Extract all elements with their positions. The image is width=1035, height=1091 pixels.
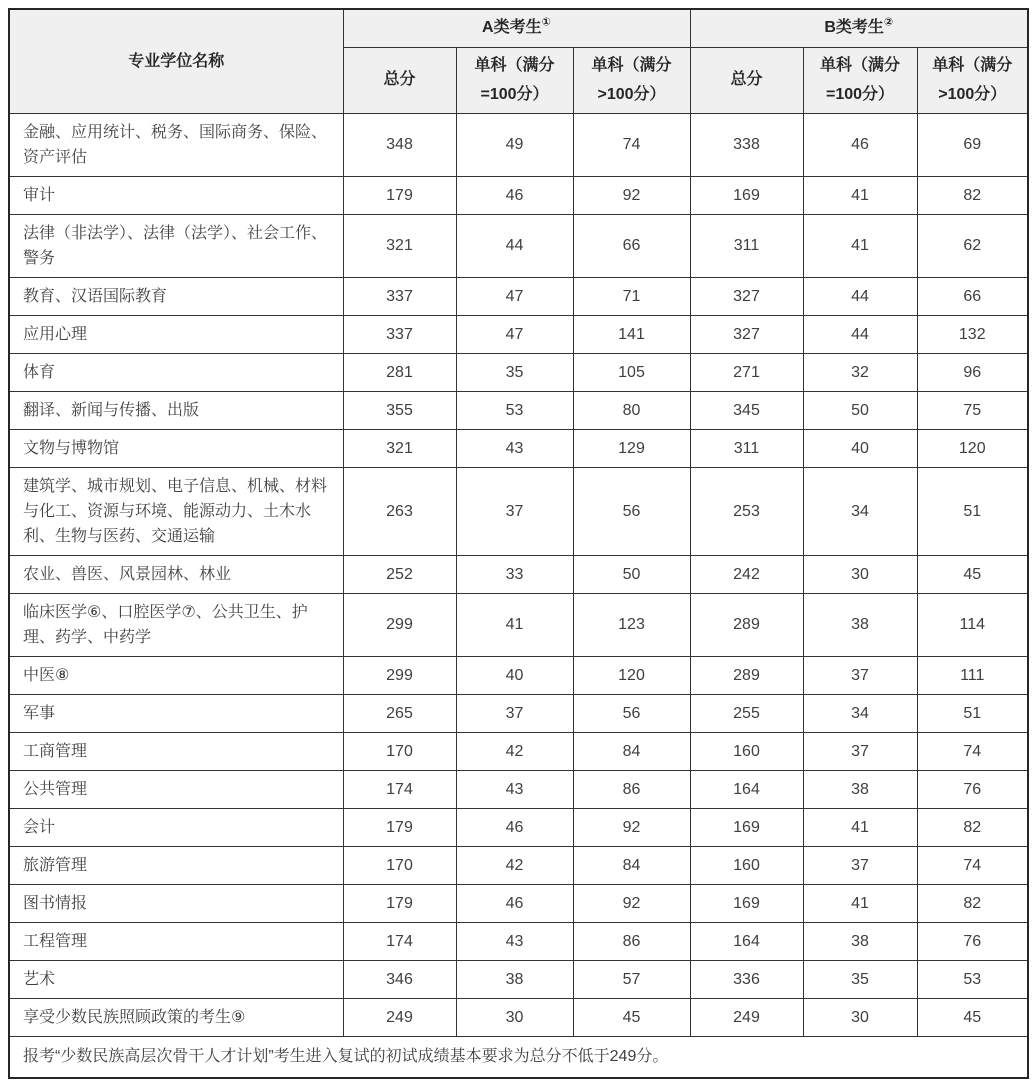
- score-cell: 62: [917, 214, 1028, 277]
- score-cell: 164: [690, 922, 803, 960]
- score-cell: 74: [573, 113, 690, 176]
- score-cell: 299: [343, 593, 456, 656]
- spec-name-cell: 会计: [9, 808, 343, 846]
- table-header: [9, 9, 1028, 113]
- col-header-a-total: 总分: [343, 47, 456, 113]
- group-b-header: [690, 9, 1028, 47]
- score-cell: 50: [803, 391, 917, 429]
- score-cell: 38: [803, 593, 917, 656]
- spec-name-cell: 应用心理: [9, 315, 343, 353]
- score-cell: 114: [917, 593, 1028, 656]
- footnote-mark-1: ①: [541, 17, 551, 30]
- score-cell: 32: [803, 353, 917, 391]
- spec-name-cell: 公共管理: [9, 770, 343, 808]
- score-cell: 92: [573, 808, 690, 846]
- score-cell: 71: [573, 277, 690, 315]
- spec-name-cell: 图书情报: [9, 884, 343, 922]
- score-cell: 311: [690, 429, 803, 467]
- score-cell: 46: [456, 808, 573, 846]
- score-cell: 84: [573, 732, 690, 770]
- score-cell: 46: [456, 176, 573, 214]
- table-row: [9, 846, 1028, 884]
- spec-name-cell: 法律（非法学）、法律（法学）、社会工作、警务: [9, 214, 343, 277]
- score-cell: 86: [573, 770, 690, 808]
- spec-name-cell: 翻译、新闻与传播、出版: [9, 391, 343, 429]
- spec-column-header: 专业学位名称: [9, 9, 343, 113]
- score-cell: 170: [343, 846, 456, 884]
- score-cell: 44: [456, 214, 573, 277]
- score-cell: 41: [803, 176, 917, 214]
- table-row: [9, 277, 1028, 315]
- score-cell: 311: [690, 214, 803, 277]
- table-row: [9, 353, 1028, 391]
- score-cell: 337: [343, 277, 456, 315]
- score-cell: 96: [917, 353, 1028, 391]
- score-cell: 321: [343, 214, 456, 277]
- score-cell: 289: [690, 593, 803, 656]
- table-row: [9, 429, 1028, 467]
- score-cell: 252: [343, 555, 456, 593]
- col-header-b-single100: 单科（满分=100分）: [803, 47, 917, 113]
- score-cell: 41: [803, 214, 917, 277]
- score-cell: 43: [456, 429, 573, 467]
- table-row: [9, 391, 1028, 429]
- table-row: [9, 593, 1028, 656]
- score-cell: 120: [917, 429, 1028, 467]
- score-cell: 160: [690, 732, 803, 770]
- table-row: [9, 808, 1028, 846]
- spec-name-cell: 临床医学⑥、口腔医学⑦、公共卫生、护理、药学、中药学: [9, 593, 343, 656]
- score-cell: 34: [803, 467, 917, 555]
- score-cell: 164: [690, 770, 803, 808]
- table-row: [9, 113, 1028, 176]
- score-cell: 348: [343, 113, 456, 176]
- spec-name-cell: 金融、应用统计、税务、国际商务、保险、资产评估: [9, 113, 343, 176]
- score-cell: 179: [343, 176, 456, 214]
- spec-name-cell: 中医⑧: [9, 656, 343, 694]
- spec-name-cell: 军事: [9, 694, 343, 732]
- score-cell: 111: [917, 656, 1028, 694]
- score-cell: 132: [917, 315, 1028, 353]
- score-cell: 160: [690, 846, 803, 884]
- score-cell: 37: [803, 656, 917, 694]
- score-cell: 76: [917, 922, 1028, 960]
- score-cell: 30: [456, 998, 573, 1036]
- score-cell: 44: [803, 315, 917, 353]
- footer-note: 报考“少数民族高层次骨干人才计划”考生进入复试的初试成绩基本要求为总分不低于249分。: [9, 1036, 1028, 1078]
- table-row: [9, 214, 1028, 277]
- score-table: [8, 8, 1029, 1079]
- footnote-mark-2: ②: [883, 17, 894, 30]
- score-cell: 66: [573, 214, 690, 277]
- score-cell: 289: [690, 656, 803, 694]
- table-row: [9, 922, 1028, 960]
- spec-name-cell: 工商管理: [9, 732, 343, 770]
- score-cell: 37: [456, 694, 573, 732]
- score-cell: 120: [573, 656, 690, 694]
- score-cell: 249: [690, 998, 803, 1036]
- score-cell: 51: [917, 467, 1028, 555]
- score-cell: 34: [803, 694, 917, 732]
- score-cell: 41: [803, 808, 917, 846]
- score-cell: 82: [917, 176, 1028, 214]
- table-row: [9, 770, 1028, 808]
- spec-name-cell: 农业、兽医、风景园林、林业: [9, 555, 343, 593]
- footer-note-row: [9, 1036, 1028, 1078]
- score-cell: 86: [573, 922, 690, 960]
- score-cell: 265: [343, 694, 456, 732]
- score-cell: 47: [456, 315, 573, 353]
- score-cell: 30: [803, 555, 917, 593]
- score-cell: 75: [917, 391, 1028, 429]
- spec-name-cell: 建筑学、城市规划、电子信息、机械、材料与化工、资源与环境、能源动力、土木水利、生物与医药、交通运输: [9, 467, 343, 555]
- score-cell: 56: [573, 467, 690, 555]
- score-cell: 123: [573, 593, 690, 656]
- score-cell: 45: [917, 998, 1028, 1036]
- score-cell: 105: [573, 353, 690, 391]
- score-cell: 42: [456, 846, 573, 884]
- score-cell: 38: [456, 960, 573, 998]
- score-cell: 129: [573, 429, 690, 467]
- col-header-b-single-over100: 单科（满分>100分）: [917, 47, 1028, 113]
- score-cell: 57: [573, 960, 690, 998]
- score-cell: 179: [343, 884, 456, 922]
- group-a-header: [343, 9, 690, 47]
- score-cell: 92: [573, 884, 690, 922]
- score-cell: 242: [690, 555, 803, 593]
- spec-name-cell: 体育: [9, 353, 343, 391]
- score-cell: 170: [343, 732, 456, 770]
- score-cell: 35: [456, 353, 573, 391]
- score-cell: 50: [573, 555, 690, 593]
- score-cell: 179: [343, 808, 456, 846]
- spec-name-cell: 工程管理: [9, 922, 343, 960]
- score-cell: 43: [456, 922, 573, 960]
- spec-name-cell: 艺术: [9, 960, 343, 998]
- score-cell: 74: [917, 732, 1028, 770]
- score-cell: 345: [690, 391, 803, 429]
- score-cell: 46: [456, 884, 573, 922]
- score-cell: 141: [573, 315, 690, 353]
- score-cell: 66: [917, 277, 1028, 315]
- score-cell: 37: [803, 732, 917, 770]
- table-row: [9, 960, 1028, 998]
- score-cell: 40: [803, 429, 917, 467]
- score-cell: 169: [690, 808, 803, 846]
- spec-name-cell: 教育、汉语国际教育: [9, 277, 343, 315]
- score-cell: 82: [917, 884, 1028, 922]
- table-row: [9, 694, 1028, 732]
- score-cell: 47: [456, 277, 573, 315]
- score-cell: 299: [343, 656, 456, 694]
- score-cell: 82: [917, 808, 1028, 846]
- score-cell: 281: [343, 353, 456, 391]
- score-cell: 53: [917, 960, 1028, 998]
- spec-name-cell: 文物与博物馆: [9, 429, 343, 467]
- col-header-b-total: 总分: [690, 47, 803, 113]
- score-cell: 44: [803, 277, 917, 315]
- table-row: [9, 884, 1028, 922]
- score-cell: 327: [690, 277, 803, 315]
- score-cell: 169: [690, 176, 803, 214]
- table-row: [9, 315, 1028, 353]
- table-footer: [9, 1036, 1028, 1078]
- score-cell: 80: [573, 391, 690, 429]
- score-cell: 51: [917, 694, 1028, 732]
- spec-name-cell: 旅游管理: [9, 846, 343, 884]
- table-row: [9, 656, 1028, 694]
- score-cell: 41: [803, 884, 917, 922]
- score-cell: 174: [343, 922, 456, 960]
- score-cell: 253: [690, 467, 803, 555]
- score-cell: 37: [803, 846, 917, 884]
- table-row: [9, 732, 1028, 770]
- score-cell: 45: [917, 555, 1028, 593]
- score-cell: 255: [690, 694, 803, 732]
- score-cell: 37: [456, 467, 573, 555]
- score-cell: 41: [456, 593, 573, 656]
- spec-name-cell: 审计: [9, 176, 343, 214]
- score-cell: 74: [917, 846, 1028, 884]
- score-cell: 336: [690, 960, 803, 998]
- score-cell: 56: [573, 694, 690, 732]
- score-cell: 45: [573, 998, 690, 1036]
- table-row: [9, 176, 1028, 214]
- score-cell: 69: [917, 113, 1028, 176]
- score-cell: 174: [343, 770, 456, 808]
- spec-name-cell: 享受少数民族照顾政策的考生⑨: [9, 998, 343, 1036]
- score-cell: 49: [456, 113, 573, 176]
- group-b-label: B类考生: [824, 19, 884, 37]
- score-cell: 53: [456, 391, 573, 429]
- score-cell: 38: [803, 922, 917, 960]
- table-row: [9, 467, 1028, 555]
- score-cell: 169: [690, 884, 803, 922]
- table-row: [9, 555, 1028, 593]
- score-cell: 337: [343, 315, 456, 353]
- score-cell: 43: [456, 770, 573, 808]
- score-cell: 92: [573, 176, 690, 214]
- score-cell: 263: [343, 467, 456, 555]
- col-header-a-single100: 单科（满分=100分）: [456, 47, 573, 113]
- col-header-a-single-over100: 单科（满分>100分）: [573, 47, 690, 113]
- score-cell: 84: [573, 846, 690, 884]
- score-cell: 40: [456, 656, 573, 694]
- score-cell: 42: [456, 732, 573, 770]
- score-cell: 355: [343, 391, 456, 429]
- score-cell: 249: [343, 998, 456, 1036]
- score-cell: 271: [690, 353, 803, 391]
- table-body: [9, 113, 1028, 1036]
- score-cell: 46: [803, 113, 917, 176]
- score-cell: 327: [690, 315, 803, 353]
- score-cell: 30: [803, 998, 917, 1036]
- score-cell: 321: [343, 429, 456, 467]
- score-cell: 76: [917, 770, 1028, 808]
- score-cell: 33: [456, 555, 573, 593]
- table-row: [9, 998, 1028, 1036]
- score-cell: 346: [343, 960, 456, 998]
- score-cell: 338: [690, 113, 803, 176]
- group-a-label: A类考生: [482, 19, 542, 37]
- score-cell: 38: [803, 770, 917, 808]
- score-cell: 35: [803, 960, 917, 998]
